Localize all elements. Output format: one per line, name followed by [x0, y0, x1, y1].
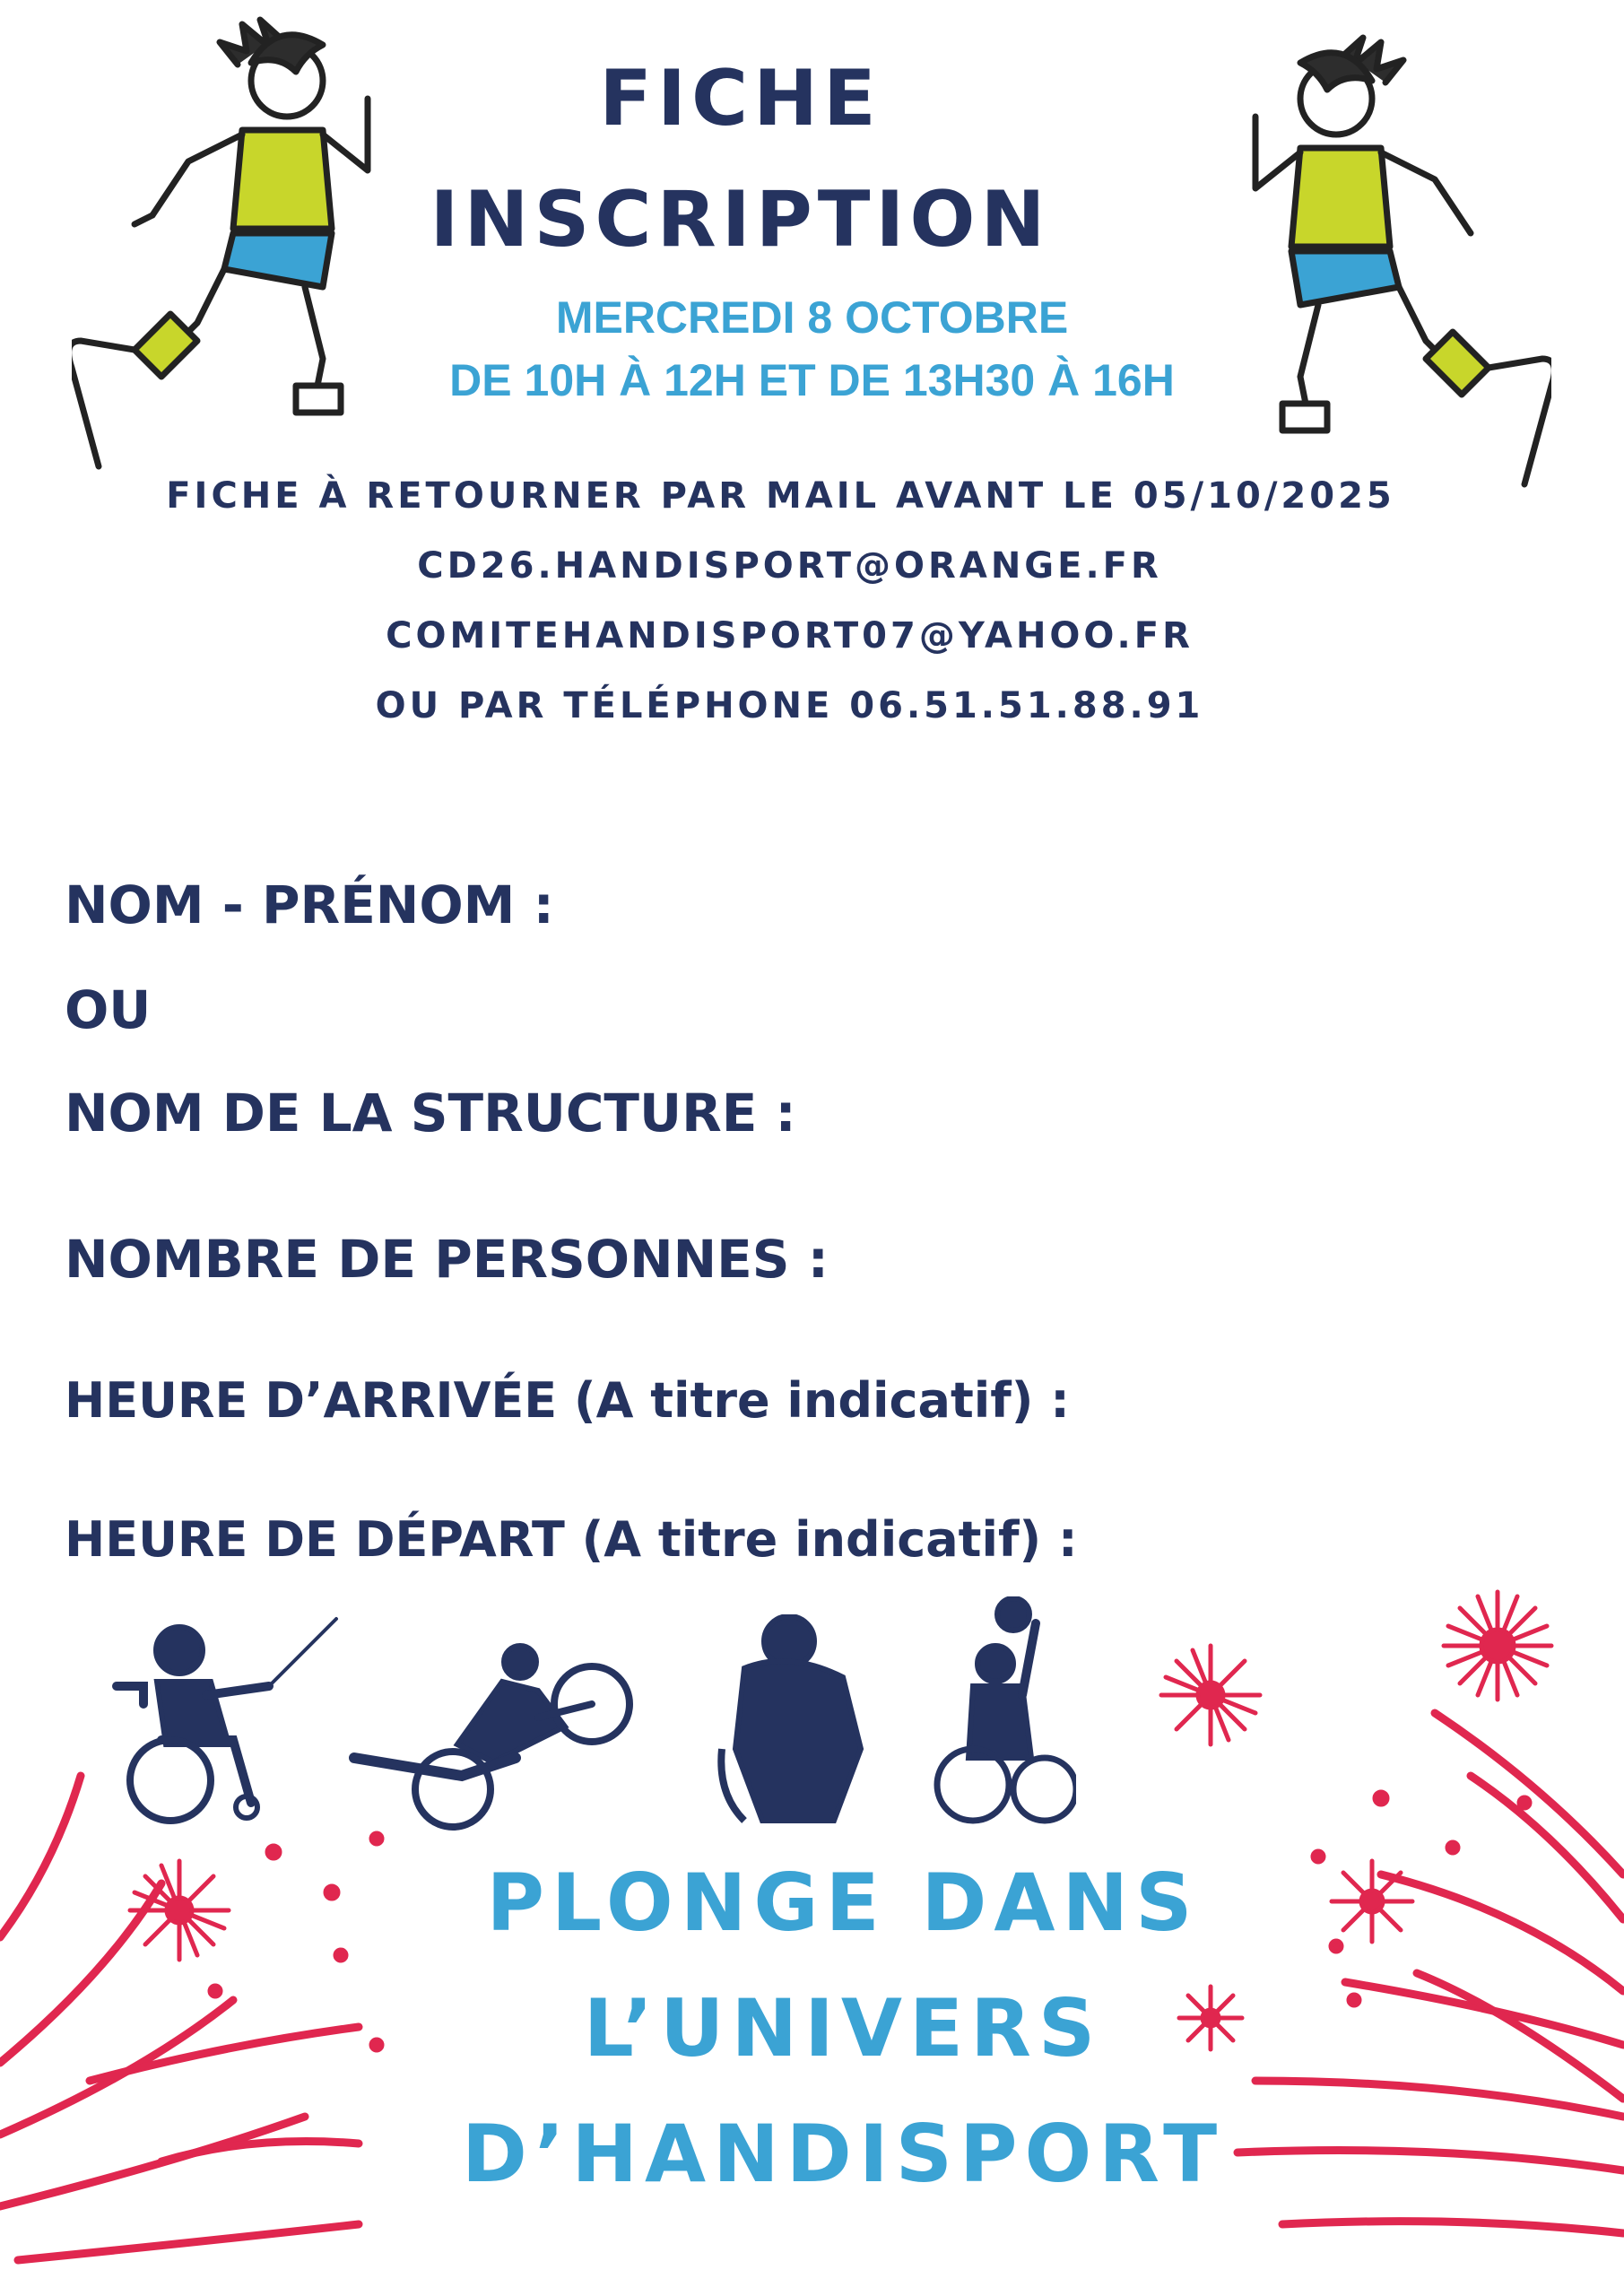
arrival-label: HEURE D’ARRIVÉE (A titre indicatif) :: [65, 1372, 1070, 1429]
contact-email-1: CD26.HANDISPORT@ORANGE.FR: [417, 545, 1162, 587]
date-line-2: DE 10H À 12H ET DE 13H30 À 16H: [449, 355, 1175, 405]
or-label: OU: [65, 979, 152, 1040]
contact-email-2: COMITEHANDISPORT07@YAHOO.FR: [386, 615, 1194, 657]
title-line-1: FICHE: [599, 54, 881, 144]
people-label: NOMBRE DE PERSONNES :: [65, 1229, 829, 1290]
slogan-line-3: D’HANDISPORT: [461, 2108, 1225, 2200]
structure-label: NOM DE LA STRUCTURE :: [65, 1083, 796, 1144]
contact-deadline: FICHE À RETOURNER PAR MAIL AVANT LE 05/10/2025: [166, 475, 1395, 517]
slogan-line-1: PLONGE DANS: [486, 1857, 1200, 1949]
title-line-2: INSCRIPTION: [430, 175, 1051, 265]
name-label: NOM - PRÉNOM :: [65, 874, 554, 935]
slogan-line-2: L’UNIVERS: [583, 1982, 1103, 2074]
date-line-1: MERCREDI 8 OCTOBRE: [555, 292, 1069, 343]
contact-phone: OU PAR TÉLÉPHONE 06.51.51.88.91: [375, 685, 1204, 726]
departure-label: HEURE DE DÉPART (A titre indicatif) :: [65, 1511, 1078, 1568]
